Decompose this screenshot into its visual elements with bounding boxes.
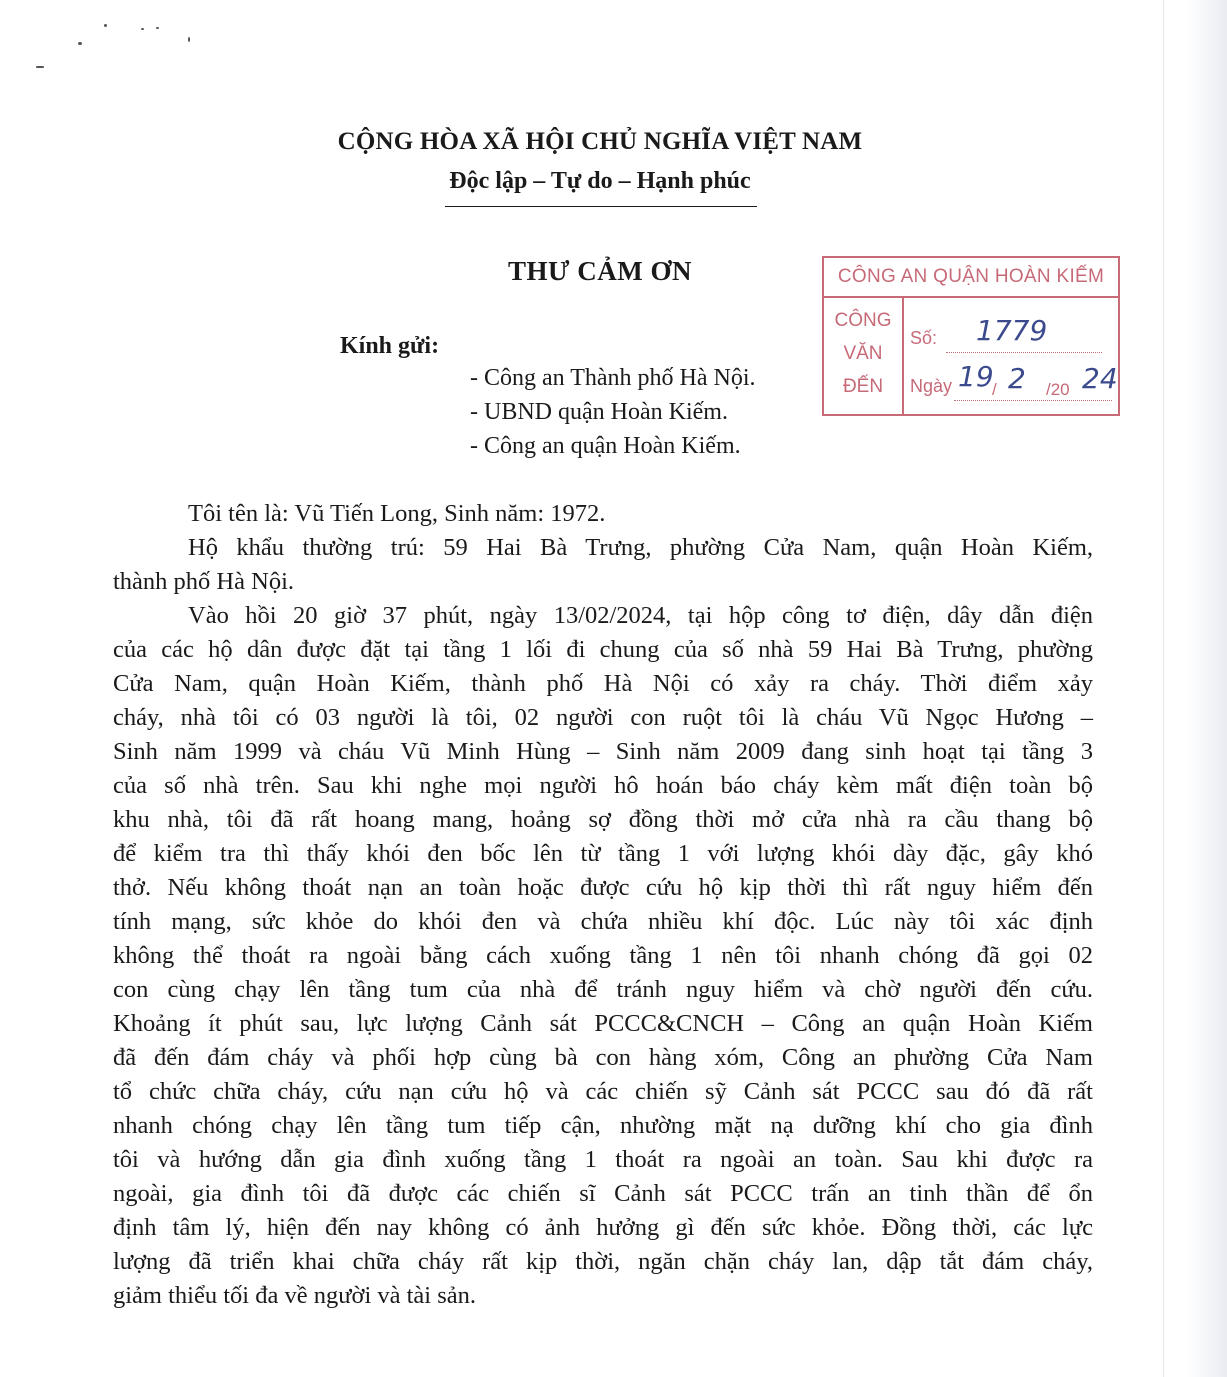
received-stamp bbox=[822, 256, 1120, 416]
stamp-year-handwritten: 24 bbox=[1082, 362, 1118, 395]
scan-speck bbox=[156, 27, 159, 29]
stamp-number-row bbox=[910, 328, 937, 349]
body-line: con cùng chạy lên tầng tum của nhà để tránh nguy hiểm và chờ người đến cứu. bbox=[113, 976, 1093, 1003]
page-edge-shadow bbox=[1187, 0, 1227, 1377]
body-line: của số nhà trên. Sau khi nghe mọi người hô hoán báo cháy kèm mất điện toàn bộ bbox=[113, 772, 1093, 799]
salutation: Kính gửi: bbox=[340, 333, 440, 359]
stamp-side-label bbox=[824, 298, 904, 414]
motto-underline bbox=[445, 206, 757, 207]
body-line: thở. Nếu không thoát nạn an toàn hoặc được cứu hộ kịp thời thì rất nguy hiểm đến bbox=[113, 874, 1093, 901]
national-title: CỘNG HÒA XÃ HỘI CHỦ NGHĨA VIỆT NAM bbox=[337, 128, 863, 155]
stamp-date-label: Ngày bbox=[910, 376, 953, 396]
stamp-number-handwritten: 1779 bbox=[976, 314, 1048, 347]
stamp-number-label: Số: bbox=[910, 328, 938, 348]
scan-speck bbox=[188, 37, 190, 42]
intro-line: Tôi tên là: Vũ Tiến Long, Sinh năm: 1972. bbox=[188, 500, 606, 527]
body-line: nhanh chóng chạy lên tầng tum tiếp cận, nhường mặt nạ dưỡng khí cho gia đình bbox=[113, 1112, 1093, 1139]
body-line-last: giảm thiểu tối đa về người và tài sản. bbox=[113, 1282, 477, 1309]
national-motto: Độc lập – Tự do – Hạnh phúc bbox=[449, 168, 751, 194]
body-line: Cửa Nam, quận Hoàn Kiếm, thành phố Hà Nội có xảy ra cháy. Thời điểm xảy bbox=[113, 670, 1093, 697]
body-line: để kiểm tra thì thấy khói đen bốc lên từ tầng 1 với lượng khói dày đặc, gây khó bbox=[113, 840, 1093, 867]
recipient-item: - Công an quận Hoàn Kiếm. bbox=[470, 433, 741, 459]
stamp-number-dotline bbox=[946, 352, 1102, 353]
body-line: tính mạng, sức khỏe do khói đen và chứa nhiều khí độc. Lúc này tôi xác định bbox=[113, 908, 1093, 935]
document-title: THƯ CẢM ƠN bbox=[508, 256, 692, 286]
address-line: Hộ khẩu thường trú: 59 Hai Bà Trưng, phường Cửa Nam, quận Hoàn Kiếm, bbox=[188, 534, 1093, 561]
stamp-day-handwritten: 19 bbox=[958, 360, 994, 393]
body-line: định tâm lý, hiện đến nay không có ảnh hưởng gì đến sức khỏe. Đồng thời, các lực bbox=[113, 1214, 1093, 1241]
scan-speck bbox=[36, 66, 44, 68]
body-line: của các hộ dân được đặt tại tầng 1 lối đi chung của số nhà 59 Hai Bà Trưng, phường bbox=[113, 636, 1093, 663]
stamp-date-separator: / bbox=[992, 380, 997, 399]
scan-speck bbox=[141, 28, 144, 30]
body-line: khu nhà, tôi đã rất hoang mang, hoảng sợ đồng thời mở cửa nhà ra cầu thang bộ bbox=[113, 806, 1093, 833]
stamp-side-line: CÔNG bbox=[834, 310, 892, 331]
body-line: Sinh năm 1999 và cháu Vũ Minh Hùng – Sinh năm 2009 đang sinh hoạt tại tầng 3 bbox=[113, 738, 1093, 765]
page-edge-line bbox=[1163, 0, 1164, 1377]
body-line: tôi và hướng dẫn gia đình xuống tầng 1 thoát ra ngoài an toàn. Sau khi được ra bbox=[113, 1146, 1093, 1173]
stamp-year-prefix: /20 bbox=[1046, 380, 1070, 399]
body-line: đã đến đám cháy và phối hợp cùng bà con hàng xóm, Công an phường Cửa Nam bbox=[113, 1044, 1093, 1071]
address-line: thành phố Hà Nội. bbox=[113, 568, 294, 595]
stamp-agency: CÔNG AN QUẬN HOÀN KIẾM bbox=[824, 258, 1118, 298]
recipient-item: - Công an Thành phố Hà Nội. bbox=[470, 365, 756, 391]
body-line: ngoài, gia đình tôi đã được các chiến sĩ Cảnh sát PCCC trấn an tinh thần để ổn bbox=[113, 1180, 1093, 1207]
scan-speck bbox=[78, 42, 82, 45]
body-line: Khoảng ít phút sau, lực lượng Cảnh sát PCCC&CNCH – Công an quận Hoàn Kiếm bbox=[113, 1010, 1093, 1037]
body-line: lượng đã triển khai chữa cháy rất kịp thời, ngăn chặn cháy lan, dập tắt đám cháy, bbox=[113, 1248, 1093, 1275]
stamp-date-dotline bbox=[954, 400, 1112, 401]
body-first-line: Vào hồi 20 giờ 37 phút, ngày 13/02/2024, tại hộp công tơ điện, dây dẫn điện bbox=[188, 602, 1093, 629]
scan-speck bbox=[104, 24, 107, 27]
body-line: tổ chức chữa cháy, cứu nạn cứu hộ và các chiến sỹ Cảnh sát PCCC sau đó đã rất bbox=[113, 1078, 1093, 1105]
stamp-side-line: ĐẾN bbox=[842, 376, 884, 397]
stamp-month-handwritten: 2 bbox=[1008, 362, 1026, 395]
stamp-date-row bbox=[910, 376, 952, 397]
body-line: không thể thoát ra ngoài bằng cách xuống tầng 1 nên tôi nhanh chóng đã gọi 02 bbox=[113, 942, 1093, 969]
stamp-side-line: VĂN bbox=[843, 343, 883, 364]
body-line: cháy, nhà tôi có 03 người là tôi, 02 người con ruột tôi là cháu Vũ Ngọc Hương – bbox=[113, 704, 1093, 731]
recipient-item: - UBND quận Hoàn Kiếm. bbox=[470, 399, 728, 425]
